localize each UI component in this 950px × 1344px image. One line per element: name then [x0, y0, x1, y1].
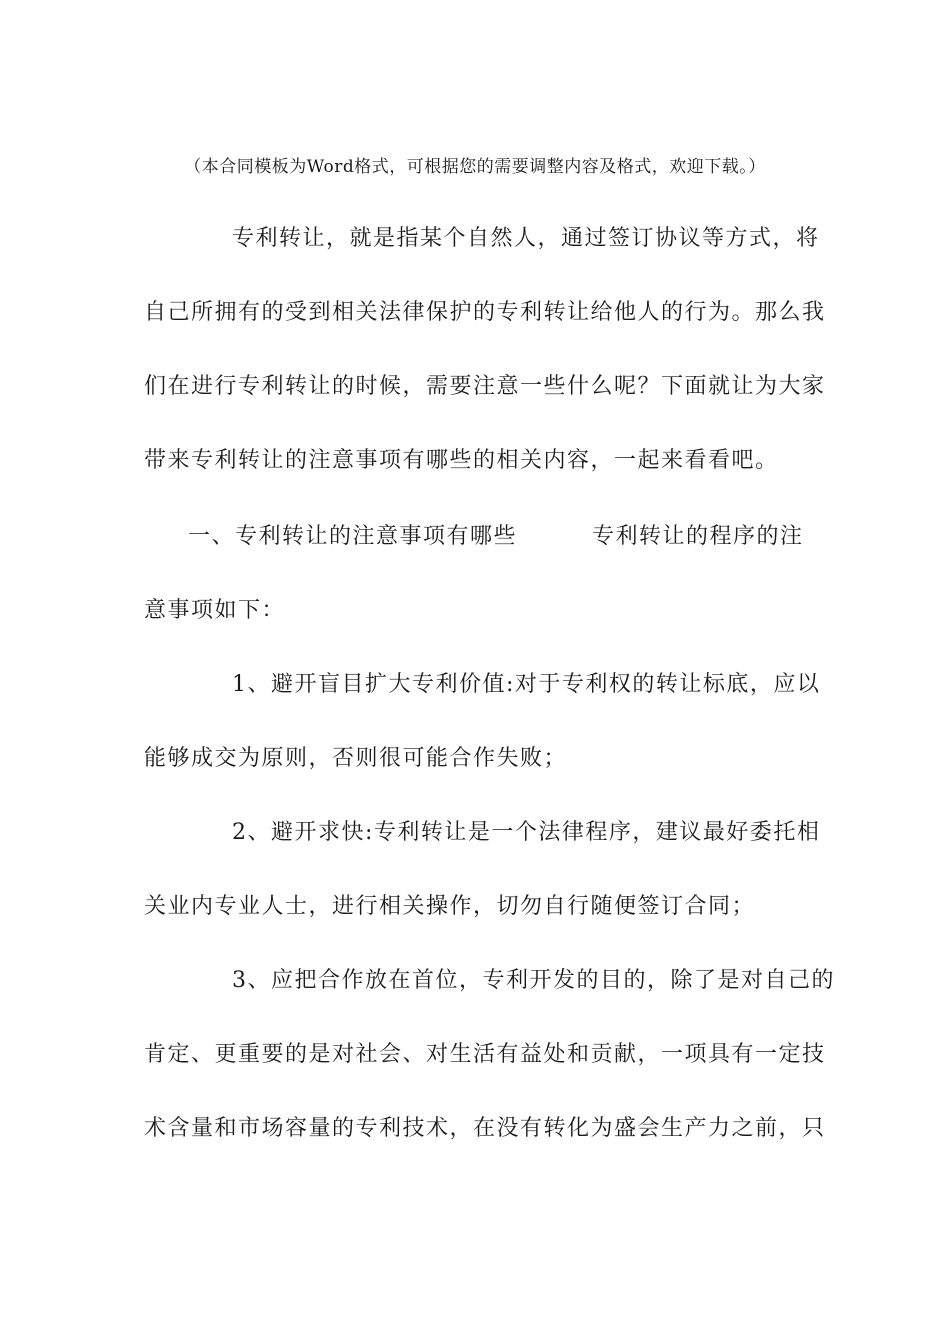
item-3-line-3: 术含量和市场容量的专利技术，在没有转化为盛会生产力之前，只: [144, 1116, 826, 1141]
intro-line-4: 带来专利转让的注意事项有哪些的相关内容，一起来看看吧。: [144, 448, 779, 473]
section-heading-continued-2: 意事项如下：: [144, 598, 286, 623]
item-3-line-2: 肯定、更重要的是对社会、对生活有益处和贡献，一项具有一定技: [144, 1042, 826, 1067]
intro-line-3: 们在进行专利转让的时候，需要注意一些什么呢？下面就让为大家: [144, 374, 826, 399]
section-heading-continued: 专利转让的程序的注: [592, 524, 804, 549]
item-1-line-2: 能够成交为原则，否则很可能合作失败；: [144, 746, 568, 771]
template-note: （本合同模板为Word格式，可根据您的需要调整内容及格式，欢迎下载。）: [184, 157, 766, 177]
intro-line-2: 自己所拥有的受到相关法律保护的专利转让给他人的行为。那么我: [144, 300, 826, 325]
item-2-line-1: 2、避开求快:专利转让是一个法律程序，建议最好委托相: [232, 820, 821, 845]
item-1-line-1: 1、避开盲目扩大专利价值:对于专利权的转让标底，应以: [232, 672, 821, 697]
item-2-line-2: 关业内专业人士，进行相关操作，切勿自行随便签订合同；: [144, 894, 756, 919]
section-heading: 一、专利转让的注意事项有哪些: [188, 524, 518, 549]
item-3-line-1: 3、应把合作放在首位，专利开发的目的，除了是对自己的: [232, 968, 835, 993]
intro-line-1: 专利转让，就是指某个自然人，通过签订协议等方式，将: [232, 226, 820, 251]
